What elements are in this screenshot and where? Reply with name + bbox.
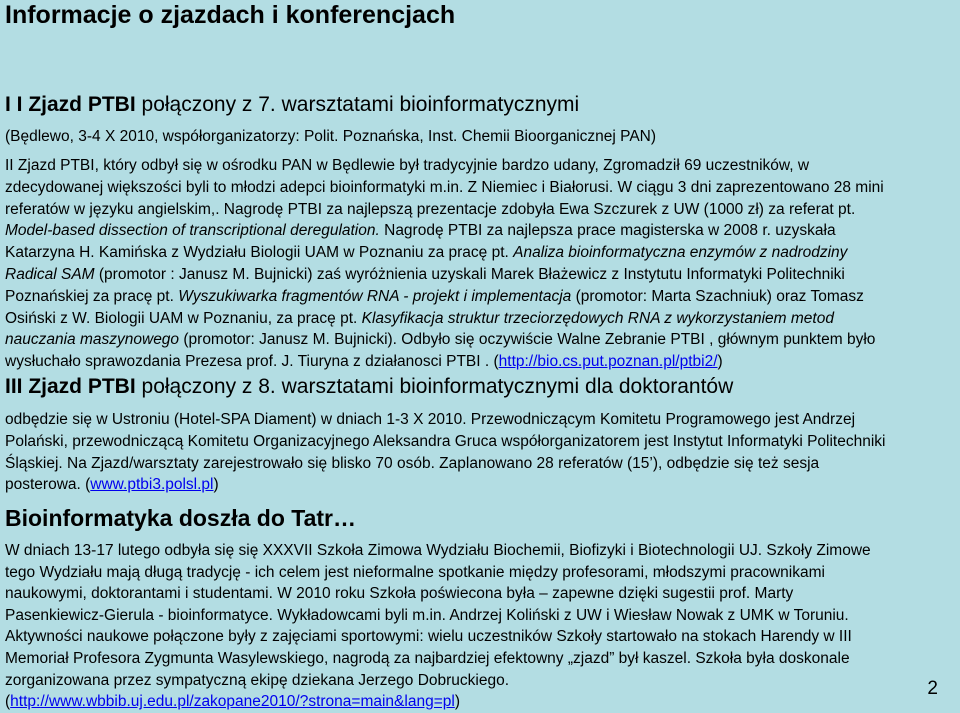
page-number: 2 <box>927 678 938 699</box>
section-heading-ii-zjazd <box>5 92 579 118</box>
text-line: referatów w języku angielskim,. Nagrodę PTBI za najlepszą prezentacje zdobyła Ewa Szczurek z UW (1000 zł) za referat pt. <box>5 200 856 218</box>
text-line: odbędzie się w Ustroniu (Hotel-SPA Diament) w dniach 1-3 X 2010. Przewodniczącym Komitetu Programowego jest Andrzej <box>5 411 856 428</box>
text-line: W dniach 13-17 lutego odbyła się się XXXVII Szkoła Zimowa Wydziału Biochemii, Biofizyki i Biotechnologii UJ. Szkoły Zimowe <box>5 542 871 559</box>
section-heading-bold: III Zjazd PTBI <box>5 375 136 398</box>
thesis-title: Analiza bioinformatyczna enzymów z nadrodziny <box>513 244 848 262</box>
text-line: Aktywności naukowe połączone były z zajęciami sportowymi: wielu uczestników Szkoły startowało na stokach Harendy w III <box>5 628 852 646</box>
text-line: zdecydowanej większości byli to młodzi adepci bioinformatyki m.in. Z Niemiec i Białorusi. W ciągu 3 dni zaprezentowano 28 mini <box>5 178 884 196</box>
text-fragment: ( <box>5 693 11 711</box>
text-line: naukowymi, doktorantami i studentami. W 2010 roku Szkoła poświecona była – zapewne dzięki sugestii prof. Marty <box>5 585 794 603</box>
zakopane-link[interactable]: http://www.wbbib.uj.edu.pl/zakopane2010/?strona=main&lang=pl <box>10 693 455 711</box>
text-line <box>5 242 953 264</box>
text-fragment: Osiński z W. Biologii UAM w Poznaniu, za pracę pt. <box>5 309 362 327</box>
section-heading-bold: Bioinformatyka doszła do Tatr… <box>5 505 357 531</box>
text-line <box>5 308 953 330</box>
text-fragment: (promotor: Janusz M. Bujnicki). Odbyło się oczywiście Walne Zebranie PTBI , głównym punktem było <box>179 331 876 349</box>
text-fragment: posterowa. ( <box>5 476 91 494</box>
text-fragment: wysłuchało sprawozdania Prezesa prof. J. Tiuryna z działanosci PTBI . ( <box>5 353 499 371</box>
section-subline: (Będlewo, 3-4 X 2010, współorganizatorzy: Polit. Poznańska, Inst. Chemii Bioorganicznej PAN) <box>5 128 657 145</box>
text-fragment: Poznańskiej za pracę pt. <box>5 287 179 305</box>
text-line: zorganizowana przez sympatyczną ekipę dziekana Jerzego Dobruckiego. <box>5 671 510 689</box>
text-line: Pasenkiewicz-Gierula - bioinformatyce. Wykładowcami byli m.in. Andrzej Koliński z UW i Wiesław Nowak z UMK w Toruniu. <box>5 606 849 624</box>
thesis-title: Wyszukiwarka fragmentów RNA - projekt i implementacja <box>178 287 572 305</box>
text-line: II Zjazd PTBI, który odbył się w ośrodku PAN w Będlewie był tradycyjnie bardzo udany, Zgromadził 69 uczestników, w <box>5 157 810 174</box>
text-line <box>5 691 953 713</box>
section-heading-iii-zjazd <box>5 374 733 400</box>
text-fragment: ) <box>454 693 460 711</box>
text-line <box>5 329 953 351</box>
section-heading-tatr <box>5 504 356 532</box>
section1-paragraph <box>5 155 953 373</box>
text-line <box>5 220 953 242</box>
section2-paragraph <box>5 409 953 496</box>
text-line <box>5 351 953 373</box>
ptbi3-link[interactable]: www.ptbi3.polsl.pl <box>90 476 214 494</box>
page-title: Informacje o zjazdach i konferencjach <box>5 1 456 29</box>
thesis-title: nauczania maszynowego <box>5 331 180 349</box>
text-line: tego Wydziału mają długą tradycję - ich celem jest nieformalne spotkanie między profesorami, młodszymi pracownikami <box>5 563 825 581</box>
section-heading-bold: I I Zjazd PTBI <box>5 93 136 116</box>
text-fragment: Nagrodę PTBI za najlepsza prace magisterska w 2008 r. uzyskała <box>379 222 836 240</box>
text-fragment: ) <box>717 353 723 371</box>
thesis-title: Klasyfikacja struktur trzeciorzędowych RNA z wykorzystaniem metod <box>361 309 834 327</box>
text-line: Memoriał Profesora Zygmunta Wasylewskiego, nagrodą za najbardziej efektowny „zjazd” był kaszel. Szkoła była doskonale <box>5 649 850 667</box>
section-heading-rest: połączony z 8. warsztatami bioinformatycznymi dla doktorantów <box>135 375 734 398</box>
text-line: Śląskiej. Na Zjazd/warsztaty zarejestrowało się blisko 70 osób. Zaplanowano 28 referatów (15’), odbędzie się też sesja <box>5 454 820 472</box>
thesis-title: Radical SAM <box>5 265 95 283</box>
text-line: Polański, przewodniczącą Komitetu Organizacyjnego Aleksandra Gruca współorganizatorem jest Instytut Informatyki Politechniki <box>5 432 886 450</box>
ptbi2-link[interactable]: http://bio.cs.put.poznan.pl/ptbi2/ <box>498 353 718 371</box>
section3-paragraph <box>5 540 953 713</box>
text-line <box>5 474 953 496</box>
text-fragment: ) <box>213 476 219 494</box>
text-fragment: (promotor : Janusz M. Bujnicki) zaś wyróżnienia uzyskali Marek Błażewicz z Instytutu Informatyki Politechniki <box>94 265 845 283</box>
text-line <box>5 286 953 308</box>
text-fragment: Katarzyna H. Kamińska z Wydziału Biologii UAM w Poznaniu za pracę pt. <box>5 244 514 262</box>
text-line <box>5 264 953 286</box>
section-heading-rest: połączony z 7. warsztatami bioinformatycznymi <box>135 93 580 116</box>
text-fragment: (promotor: Marta Szachniuk) oraz Tomasz <box>571 287 864 305</box>
thesis-title: Model-based dissection of transcriptional deregulation. <box>5 222 380 240</box>
